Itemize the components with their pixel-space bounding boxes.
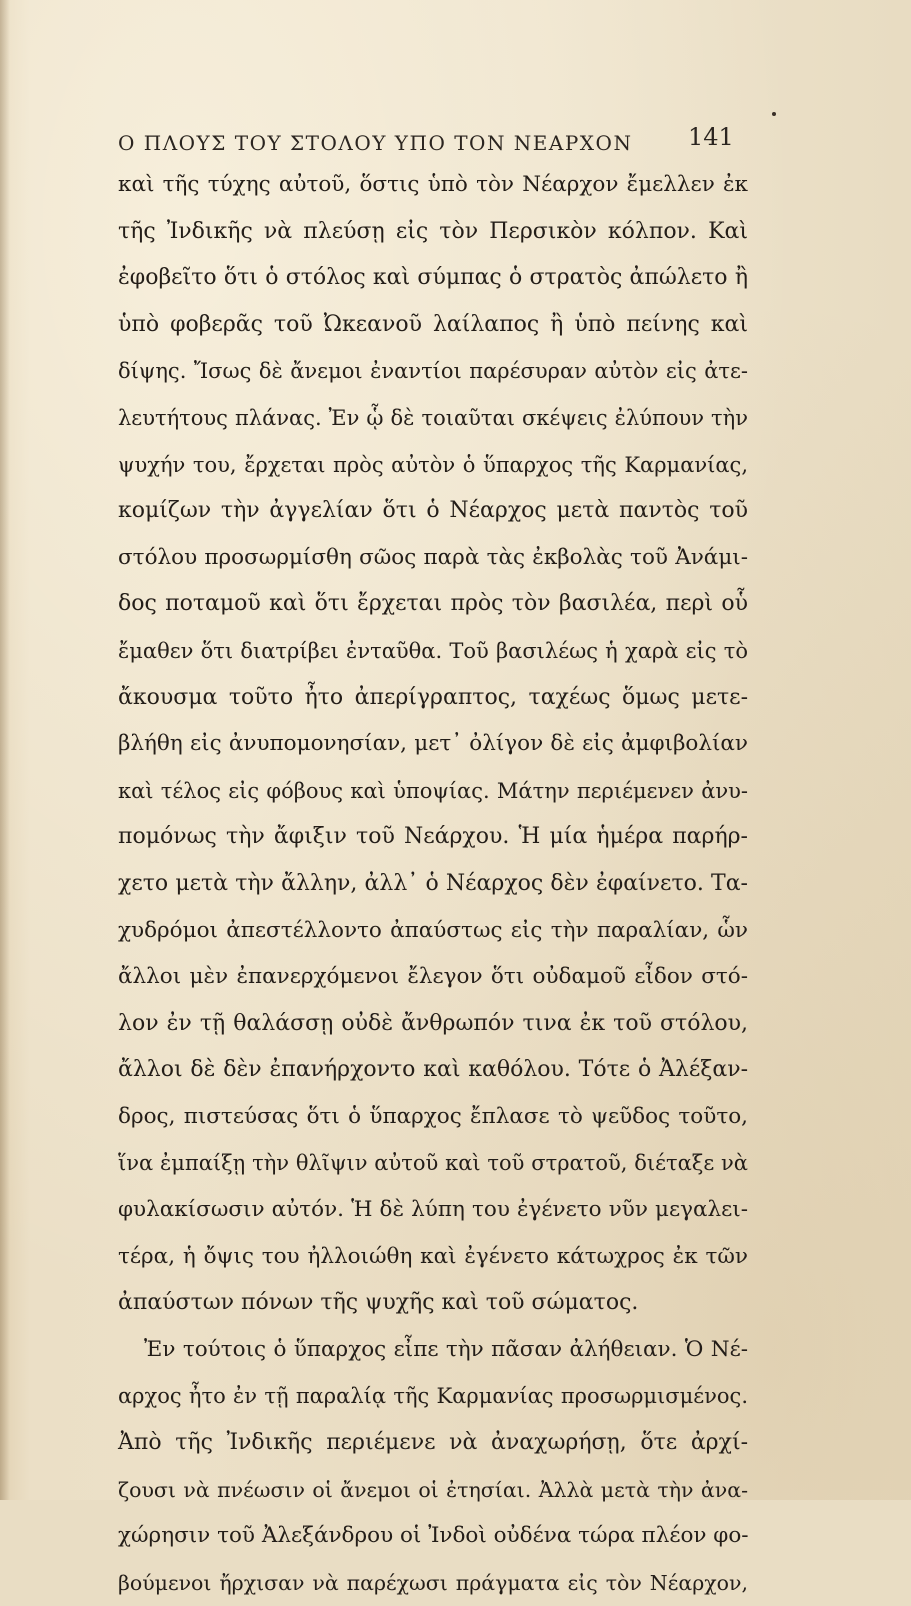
margin-speck [772,112,776,116]
text-line: πομόνως τὴν ἄφιξιν τοῦ Νεάρχου. Ἡ μία ἡμέρα παρήρ- [118,824,748,850]
text-line: φυλακίσωσιν αὐτόν. Ἡ δὲ λύπη του ἐγένετο νῦν μεγαλει- [118,1197,748,1223]
text-line: τέρα, ἡ ὄψις του ἠλλοιώθη καὶ ἐγένετο κάτωχρος ἐκ τῶν [118,1243,748,1269]
text-line: Ἀπὸ τῆς Ἰνδικῆς περιέμενε νὰ ἀναχωρήσῃ, ὅτε ἀρχί- [118,1430,748,1456]
text-line: ψυχήν του, ἔρχεται πρὸς αὐτὸν ὁ ὕπαρχος τῆς Καρμανίας, [118,452,748,477]
text-line: λον ἐν τῇ θαλάσσῃ οὐδὲ ἄνθρωπόν τινα ἐκ τοῦ στόλου, [118,1010,748,1036]
text-line: ἵνα ἐμπαίξῃ τὴν θλῖψιν αὐτοῦ καὶ τοῦ στρατοῦ, διέταξε νὰ [118,1151,748,1176]
text-line: ἄκουσμα τοῦτο ἦτο ἀπερίγραπτος, ταχέως ὅμως μετε- [118,684,748,710]
paragraph-1 [118,162,748,1327]
text-line: ἐφοβεῖτο ὅτι ὁ στόλος καὶ σύμπας ὁ στρατὸς ἀπώλετο ἢ [118,265,748,291]
text-line: ἄλλοι δὲ δὲν ἐπανήρχοντο καὶ καθόλου. Τότε ὁ Ἀλέξαν- [118,1057,748,1083]
text-line: δρος, πιστεύσας ὅτι ὁ ὕπαρχος ἔπλασε τὸ ψεῦδος τοῦτο, [118,1103,748,1129]
text-line: ἔμαθεν ὅτι διατρίβει ἐνταῦθα. Τοῦ βασιλέως ἡ χαρὰ εἰς τὸ [118,638,748,663]
text-line: δος ποταμοῦ καὶ ὅτι ἔρχεται πρὸς τὸν βασιλέα, περὶ οὗ [118,591,748,617]
text-line: ζουσι νὰ πνέωσιν οἱ ἄνεμοι οἱ ἐτησίαι. Ἀλλὰ μετὰ τὴν ἀνα- [118,1477,748,1502]
text-line: ὑπὸ φοβερᾶς τοῦ Ὠκεανοῦ λαίλαπος ἢ ὑπὸ πείνης καὶ [118,311,748,337]
text-line: τῆς Ἰνδικῆς νὰ πλεύσῃ εἰς τὸν Περσικὸν κόλπον. Καὶ [118,218,748,244]
text-line: στόλου προσωρμίσθη σῶος παρὰ τὰς ἐκβολὰς τοῦ Ἀνάμι- [118,544,748,570]
text-line: Ἐν τούτοις ὁ ὕπαρχος εἶπε τὴν πᾶσαν ἀλήθειαν. Ὁ Νέ- [144,1336,748,1362]
paragraph-2 [118,1327,748,1606]
text-line: χετο μετὰ τὴν ἄλλην, ἀλλ᾽ ὁ Νέαρχος δὲν ἐφαίνετο. Τα- [118,870,748,896]
text-line: καὶ τέλος εἰς φόβους καὶ ὑποψίας. Μάτην περιέμενεν ἀνυ- [118,778,748,803]
text-line: βλήθη εἰς ἀνυπομονησίαν, μετ᾽ ὀλίγον δὲ εἰς ἀμφιβολίαν [118,731,748,757]
text-line: ἀπαύστων πόνων τῆς ψυχῆς καὶ τοῦ σώματος. [118,1290,639,1316]
text-line: καὶ τῆς τύχης αὐτοῦ, ὅστις ὑπὸ τὸν Νέαρχον ἔμελλεν ἐκ [118,172,748,197]
text-line: κομίζων τὴν ἀγγελίαν ὅτι ὁ Νέαρχος μετὰ παντὸς τοῦ [118,498,748,524]
text-line: δίψης. Ἴσως δὲ ἄνεμοι ἐναντίοι παρέσυραν αὐτὸν εἰς ἀτε- [118,359,748,384]
text-line: χώρησιν τοῦ Ἀλεξάνδρου οἱ Ἰνδοὶ οὐδένα τώρα πλέον φο- [118,1523,749,1549]
text-line: βούμενοι ἤρχισαν νὰ παρέχωσι πράγματα εἰς τὸν Νέαρχον, [118,1570,748,1595]
text-line: ἄλλοι μὲν ἐπανερχόμενοι ἔλεγον ὅτι οὐδαμοῦ εἶδον στό- [118,964,748,990]
running-head-title: Ο ΠΛΟΥΣ ΤΟΥ ΣΤΟΛΟΥ ΥΠΟ ΤΟΝ ΝΕΑΡΧΟΝ [118,131,633,155]
text-line: χυδρόμοι ἀπεστέλλοντο ἀπαύστως εἰς τὴν παραλίαν, ὧν [118,917,748,943]
body-text [118,162,748,1606]
text-line: αρχος ἦτο ἐν τῇ παραλίᾳ τῆς Καρμανίας προσωρμισμένος. [118,1384,748,1409]
page-gutter-shadow [0,0,10,1500]
text-line: λευτήτους πλάνας. Ἐν ᾧ δὲ τοιαῦται σκέψεις ἐλύπουν τὴν [118,405,748,430]
page-number: 141 [688,123,734,151]
